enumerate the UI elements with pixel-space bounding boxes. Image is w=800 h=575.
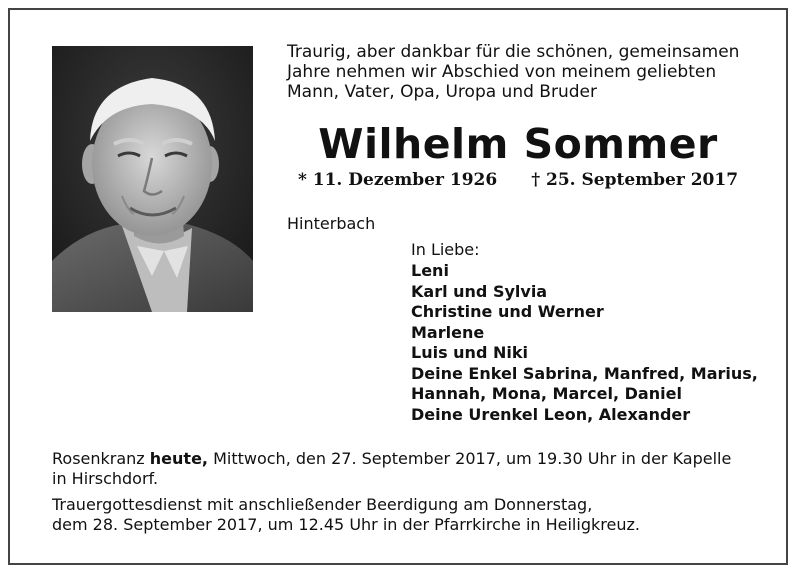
mourner-entry: Deine Urenkel Leon, Alexander	[411, 404, 691, 424]
mourner-entry: Christine und Werner	[411, 302, 604, 321]
mourners-list	[411, 261, 761, 425]
mourner-entry: Hannah, Mona, Marcel, Daniel	[411, 384, 682, 403]
rosary-highlight: heute,	[149, 449, 208, 468]
intro-line: Jahre nehmen wir Abschied von meinem geliebten	[287, 62, 717, 82]
mourner-entry: Luis und Niki	[411, 343, 528, 362]
funeral-service-announcement	[52, 495, 757, 535]
hometown: Hinterbach	[287, 214, 376, 233]
service-line: Trauergottesdienst mit anschließender Beerdigung am Donnerstag,	[52, 495, 593, 514]
birth-date: * 11. Dezember 1926	[297, 170, 498, 190]
mourner-entry: Leni	[411, 261, 449, 280]
death-date: † 25. September 2017	[531, 170, 739, 190]
portrait-photo	[52, 46, 253, 312]
intro-line: Traurig, aber dankbar für die schönen, gemeinsamen	[287, 42, 740, 62]
mourner-entry: Karl und Sylvia	[411, 281, 548, 301]
life-dates	[287, 169, 749, 191]
service-line: dem 28. September 2017, um 12.45 Uhr in der Pfarrkirche in Heiligkreuz.	[52, 515, 640, 534]
mourner-entry: Marlene	[411, 322, 485, 342]
rosary-details: Mittwoch, den 27. September 2017, um 19.30 Uhr in der Kapelle	[208, 449, 732, 468]
intro-line: Mann, Vater, Opa, Uropa und Bruder	[287, 82, 597, 102]
mourners-block	[411, 240, 761, 425]
mourners-intro: In Liebe:	[411, 240, 480, 259]
rosary-announcement	[52, 449, 757, 489]
rosary-line	[52, 449, 757, 469]
rosary-line-2: in Hirschdorf.	[52, 469, 159, 488]
mourner-entry: Deine Enkel Sabrina, Manfred, Marius,	[411, 363, 758, 383]
intro-text	[287, 42, 749, 102]
deceased-name: Wilhelm Sommer	[318, 120, 718, 168]
rosary-prefix: Rosenkranz	[52, 449, 150, 468]
